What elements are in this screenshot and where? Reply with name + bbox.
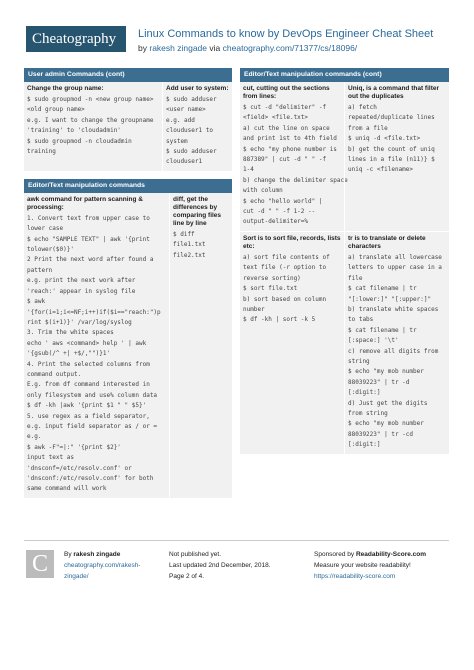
code-line: 88039223" | tr -cd — [348, 430, 414, 438]
published-status: Not published yet. — [169, 551, 222, 558]
code-line: file — [348, 274, 363, 282]
author-link[interactable]: rakesh zingade — [149, 43, 208, 53]
code-line: e.g. input field separator as / or = — [27, 422, 158, 430]
code-line: file1.txt — [173, 241, 206, 249]
code-line: $ echo "my mob number — [348, 420, 424, 428]
diff-cell — [169, 193, 232, 498]
code-line: 1. Convert text from upper case to — [27, 214, 150, 222]
code-line: 'dnsconf=/etc/resolv.conf' or — [27, 464, 132, 472]
right-column — [240, 68, 449, 462]
sponsor-prefix: Sponsored by — [314, 551, 355, 558]
code-line: '{gsub(/^ +| +$/,"")}1' — [27, 350, 111, 358]
left-column — [24, 68, 232, 506]
code-line: number — [243, 305, 265, 313]
awk-cell — [24, 193, 169, 498]
code-line: 'training' to 'cloudadmin' — [27, 127, 121, 135]
editor-text-box — [24, 179, 232, 498]
code-block — [166, 95, 229, 168]
sheet-url-link[interactable]: cheatography.com/71377/cs/18096/ — [222, 43, 358, 53]
code-line: text file (-r option to — [243, 264, 327, 272]
code-block — [348, 253, 446, 451]
last-updated: Last updated 2nd December, 2018. — [169, 562, 271, 569]
code-line: a) translate all lowercase — [348, 253, 442, 261]
uniq-cell — [344, 82, 449, 231]
code-line: $ echo "hello world" | — [243, 197, 323, 205]
code-line: letters to upper case in a — [348, 264, 442, 272]
sort-cell — [240, 232, 344, 454]
code-line: <old group name> — [27, 106, 85, 114]
cell-heading: Uniq, is a command that filter out the duplicates — [348, 85, 440, 100]
cell-heading: diff, get the differences by comparing files line by line — [173, 195, 222, 227]
code-line: repeated/duplicate lines — [348, 114, 435, 122]
byline-prefix: by — [138, 43, 147, 53]
code-line: $ awk — [27, 298, 46, 306]
code-line: only filesystem and use% column data — [27, 391, 158, 399]
code-line: $ df -kh |awk '{print $1 " " $5}' — [27, 402, 147, 410]
cell-heading: Add user to system: — [166, 85, 229, 92]
cut-cell — [240, 82, 348, 231]
code-line: tolower($0)}' — [27, 246, 74, 254]
code-line: [:space:] '\t' — [348, 337, 399, 345]
code-line: file2.txt — [173, 251, 206, 259]
code-line: $ echo "my phone number is — [243, 145, 337, 153]
author-profile-link[interactable]: cheatography.com/rakesh- — [64, 562, 141, 569]
code-line: $ uniq -d <file.txt> — [348, 135, 421, 143]
cell-heading: Change the group name: — [27, 85, 104, 92]
footer-by: By — [64, 551, 72, 558]
page-footer — [24, 540, 449, 610]
cell-heading: cut, cutting out the sections from lines: — [243, 85, 330, 100]
code-line: $ echo "SAMPLE TEXT" | awk '{print — [27, 235, 150, 243]
code-line: 'reach:' appear in syslog file — [27, 287, 136, 295]
code-line: d) Just get the digits — [348, 399, 428, 407]
code-line: clouduser1 to — [166, 127, 213, 135]
code-line: $ sudo adduser — [166, 96, 217, 103]
code-line: same command will work — [27, 485, 107, 493]
code-line: b) sort based on column — [243, 295, 327, 303]
page-number: Page 2 of 4. — [169, 573, 205, 580]
tr-cell — [344, 232, 449, 454]
code-line: "[:lower:]" "[:upper:]" — [348, 295, 432, 303]
footer-sponsor — [314, 549, 449, 582]
code-line: from string — [348, 409, 388, 417]
code-line: $ df -kh | sort -k 5 — [243, 316, 316, 324]
code-line: 2 Print the next word after found a — [27, 256, 154, 264]
code-line: system — [166, 137, 188, 145]
code-line: to tabs — [348, 316, 374, 324]
code-line: a) cut the line on space — [243, 124, 330, 132]
code-line: $ cat filename | tr — [348, 285, 417, 293]
code-line: $ echo "my mob number — [348, 368, 424, 376]
code-line: lower case — [27, 225, 64, 233]
code-line: 887389" | cut -d " " -f — [243, 156, 327, 164]
box-title: Editor/Text manipulation commands — [24, 179, 232, 193]
avatar: C — [26, 550, 54, 578]
editor-text-cont-box — [240, 68, 449, 454]
code-line: uniq -c <filename> — [348, 166, 414, 174]
code-line: 88039223" | tr -d — [348, 378, 410, 386]
box-title: User admin Commands (cont) — [24, 68, 232, 82]
code-line: training — [27, 148, 56, 156]
author-profile-link-cont[interactable]: zingade/ — [64, 573, 89, 580]
adduser-cell — [162, 82, 232, 171]
code-line: output-delimiter=% — [243, 218, 309, 226]
code-line: $ awk -F"=|:" '{print $2}' — [27, 443, 121, 451]
code-line: e.g. — [27, 433, 42, 441]
code-line: <field> <file.txt> — [243, 114, 309, 122]
sponsor-text: Measure your website readability! — [314, 562, 411, 569]
cell-heading: Sort is to sort file, records, lists etc: — [243, 234, 341, 250]
code-line: e.g. add — [166, 116, 195, 124]
footer-meta — [169, 549, 289, 582]
code-line: $ diff — [173, 230, 195, 238]
code-line: $ sort file.txt — [243, 285, 298, 293]
byline — [138, 43, 357, 53]
code-block — [243, 253, 341, 326]
sponsor-name: Readability-Score.com — [355, 551, 427, 558]
sponsor-link[interactable]: https://readability-score.com — [314, 573, 396, 580]
user-admin-box — [24, 68, 232, 171]
code-line: $ sudo groupmod -n cloudadmin — [27, 137, 132, 145]
code-line: [:digit:] — [348, 389, 381, 397]
code-line: clouduser1 — [166, 158, 203, 166]
cell-heading: awk command for pattern scanning & processing: — [27, 195, 143, 211]
code-block — [27, 214, 166, 495]
code-line: 'dnsconf:/etc/resolv.conf' for both — [27, 475, 154, 482]
code-line: a) fetch — [348, 104, 377, 111]
code-block — [27, 95, 159, 157]
code-line: b) translate white spaces — [348, 305, 439, 313]
box-title: Editor/Text manipulation commands (cont) — [240, 68, 449, 82]
code-line: $ cut -d "delimiter" -f — [243, 104, 327, 111]
code-line: b) get the count of uniq — [348, 145, 435, 153]
byline-via: via — [209, 43, 221, 53]
code-line: e.g. print the next work after — [27, 277, 136, 285]
code-line: cut -d " " -f 1-2 -- — [243, 208, 316, 216]
code-line: '{for(i=1;i<=NF;i++)if($i=="reach:")p — [27, 308, 161, 316]
code-line: b) change the delimiter space — [243, 176, 348, 184]
code-line: e.g. I want to change the groupname — [27, 116, 154, 124]
code-line: E.g. from df command interested in — [27, 381, 150, 389]
page-title: Linux Commands to know by DevOps Engineer Cheat Sheet — [138, 28, 434, 40]
code-line: command output. — [27, 370, 82, 378]
footer-author-name: rakesh zingade — [73, 551, 121, 558]
code-block — [243, 103, 348, 228]
code-line: 5. use regex as a field separator, — [27, 412, 150, 420]
code-line: and print 1st to 4th field — [243, 135, 337, 143]
cheatography-logo[interactable]: Cheatography — [26, 26, 126, 52]
code-line: [:digit:] — [348, 441, 381, 449]
code-line: lines in a file (n11)} $ — [348, 156, 435, 164]
code-block — [348, 103, 446, 176]
footer-author — [64, 549, 164, 582]
code-line: string — [348, 357, 370, 365]
code-line: input text as — [27, 454, 74, 462]
code-line: 4. Print the selected columns from — [27, 360, 150, 368]
code-line: 1-4 — [243, 166, 254, 174]
code-line: echo ' aws <command> help ' | awk — [27, 339, 147, 347]
code-line: pattern — [27, 266, 53, 274]
code-line: from a file — [348, 124, 388, 132]
code-line: with column — [243, 187, 283, 195]
code-line: $ sudo adduser — [166, 148, 217, 156]
code-block — [173, 230, 229, 261]
code-line: rint $(i+1)}' /var/log/syslog — [27, 318, 132, 326]
code-line: <user name> — [166, 106, 206, 114]
page-header — [0, 0, 474, 56]
code-line: reverse sorting) — [243, 274, 301, 282]
code-line: 3. Trim the white spaces — [27, 329, 114, 337]
groupmod-cell — [24, 82, 162, 171]
code-line: $ cat filename | tr — [348, 326, 417, 334]
code-line: a) sort file contents of — [243, 253, 330, 261]
cell-heading: tr is to translate or delete characters — [348, 234, 426, 250]
code-line: c) remove all digits from — [348, 347, 439, 355]
code-line: $ sudo groupmod -n <new group name> — [27, 96, 154, 103]
